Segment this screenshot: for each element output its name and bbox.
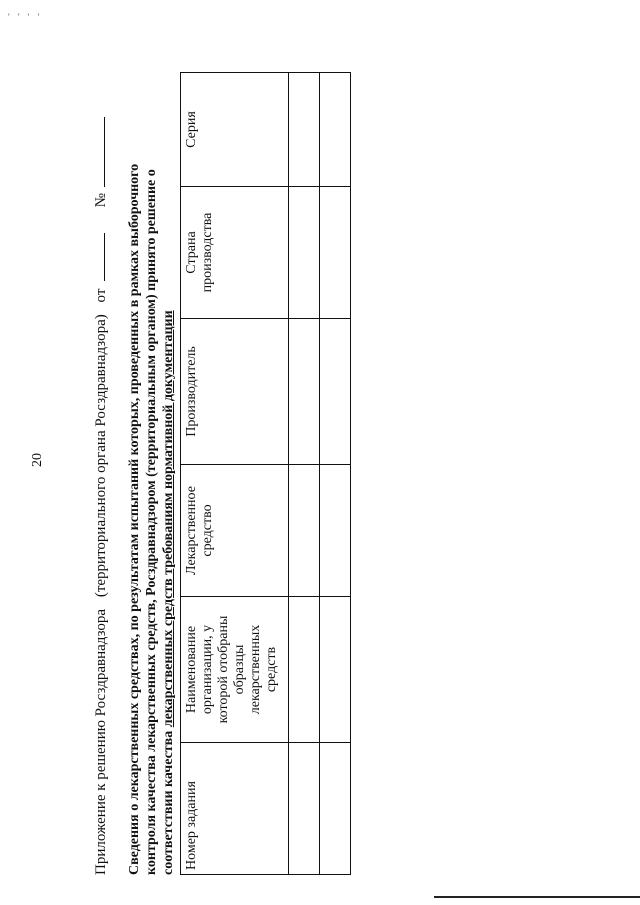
page-number: 20 bbox=[30, 453, 45, 467]
table-cell bbox=[320, 73, 351, 187]
table-cell bbox=[320, 319, 351, 465]
rotated-page-content bbox=[92, 30, 362, 875]
table-cell bbox=[289, 465, 320, 597]
scan-artifact: ' ' ' ' bbox=[8, 12, 43, 22]
scan-edge-line bbox=[434, 896, 640, 898]
heading-line-1: Сведения о лекарственных средствах, по результатам испытаний которых, проведенных в рамках выборочного bbox=[127, 163, 142, 875]
col-header-medicine: Лекарственное средство bbox=[181, 465, 289, 597]
appendix-from-label: от bbox=[93, 288, 109, 303]
date-blank-line bbox=[92, 233, 105, 281]
table-cell bbox=[289, 187, 320, 319]
table-cell bbox=[289, 743, 320, 875]
table-header-row bbox=[181, 73, 289, 875]
col-header-manufacturer: Производитель bbox=[181, 319, 289, 465]
heading-line-2: контроля качества лекарственных средств, Росздравнадзором (территориальным органом) принято решение о bbox=[144, 169, 159, 875]
heading-line-3 bbox=[160, 75, 177, 875]
table-cell bbox=[289, 597, 320, 743]
col-header-batch: Серия bbox=[181, 73, 289, 187]
medicines-table bbox=[180, 72, 351, 875]
appendix-authority: (территориального органа Росздравнадзора) bbox=[93, 314, 109, 598]
appendix-prefix: Приложение к решению Росздравнадзора bbox=[93, 608, 109, 875]
table-cell bbox=[320, 597, 351, 743]
table-cell bbox=[320, 743, 351, 875]
document-heading bbox=[126, 75, 177, 875]
table-cell bbox=[320, 187, 351, 319]
table-cell bbox=[289, 73, 320, 187]
col-header-country: Страна производства bbox=[181, 187, 289, 319]
appendix-line bbox=[92, 85, 118, 875]
table-row bbox=[320, 73, 351, 875]
col-header-task-number: Номер задания bbox=[181, 743, 289, 875]
table-cell bbox=[289, 319, 320, 465]
number-blank-line bbox=[92, 117, 105, 187]
table-cell bbox=[320, 465, 351, 597]
table-row bbox=[289, 73, 320, 875]
heading-line-3-underlined: лекарственных средств требованиям нормативной документации bbox=[161, 310, 176, 728]
appendix-number-label: № bbox=[93, 193, 109, 208]
col-header-organization: Наименование организации, у которой отобраны образцы лекарственных средств bbox=[181, 597, 289, 743]
heading-line-3-prefix: соответствии качества bbox=[161, 730, 176, 875]
